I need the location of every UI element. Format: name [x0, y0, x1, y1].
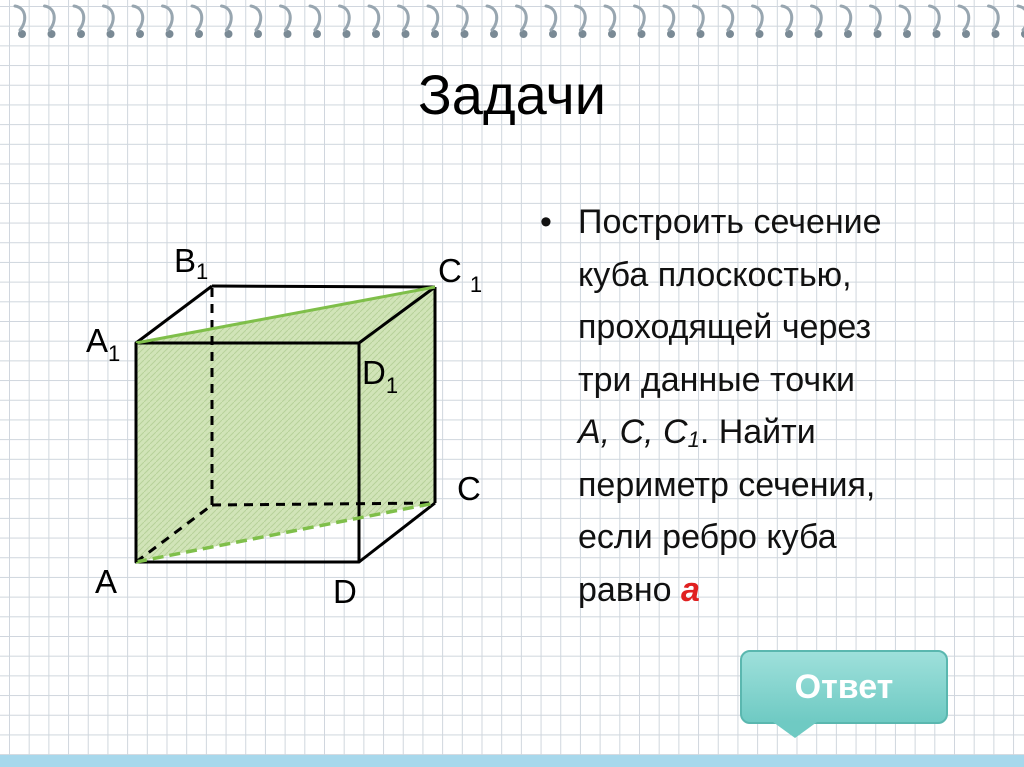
label-a: A — [95, 563, 118, 600]
task-text — [578, 196, 978, 616]
label-d1: $D_1$ — [362, 354, 399, 398]
task-line-tail: . Найти — [699, 413, 816, 451]
task-line: проходящей через — [578, 308, 872, 346]
label-c: C — [457, 470, 481, 507]
edge-b1-c1 — [212, 286, 435, 287]
task-line: куба плоскостью, — [578, 255, 852, 294]
given-points-sub: 1 — [687, 427, 700, 452]
task-line: Построить сечение — [578, 203, 882, 241]
task-line: три данные точки — [578, 360, 855, 399]
label-d: D — [333, 573, 357, 610]
edge-variable: a — [681, 570, 700, 609]
label-c1: C $_1$ — [438, 252, 483, 297]
task-line-points — [578, 406, 978, 459]
given-points: A, C, C — [578, 413, 688, 451]
answer-button[interactable]: Ответ — [740, 650, 948, 724]
section-plane — [136, 287, 435, 562]
task-line: если ребро куба — [578, 518, 837, 556]
task-line-last: равно a — [578, 570, 700, 609]
task-line: периметр сечения, — [578, 465, 876, 504]
answer-button-pointer — [773, 722, 817, 738]
bottom-bar — [0, 755, 1024, 767]
bullet: • — [540, 203, 552, 241]
label-b1: $B_1$ — [174, 242, 209, 284]
page-title: Задачи — [417, 63, 606, 126]
label-a1: $A_1$ — [86, 322, 121, 366]
